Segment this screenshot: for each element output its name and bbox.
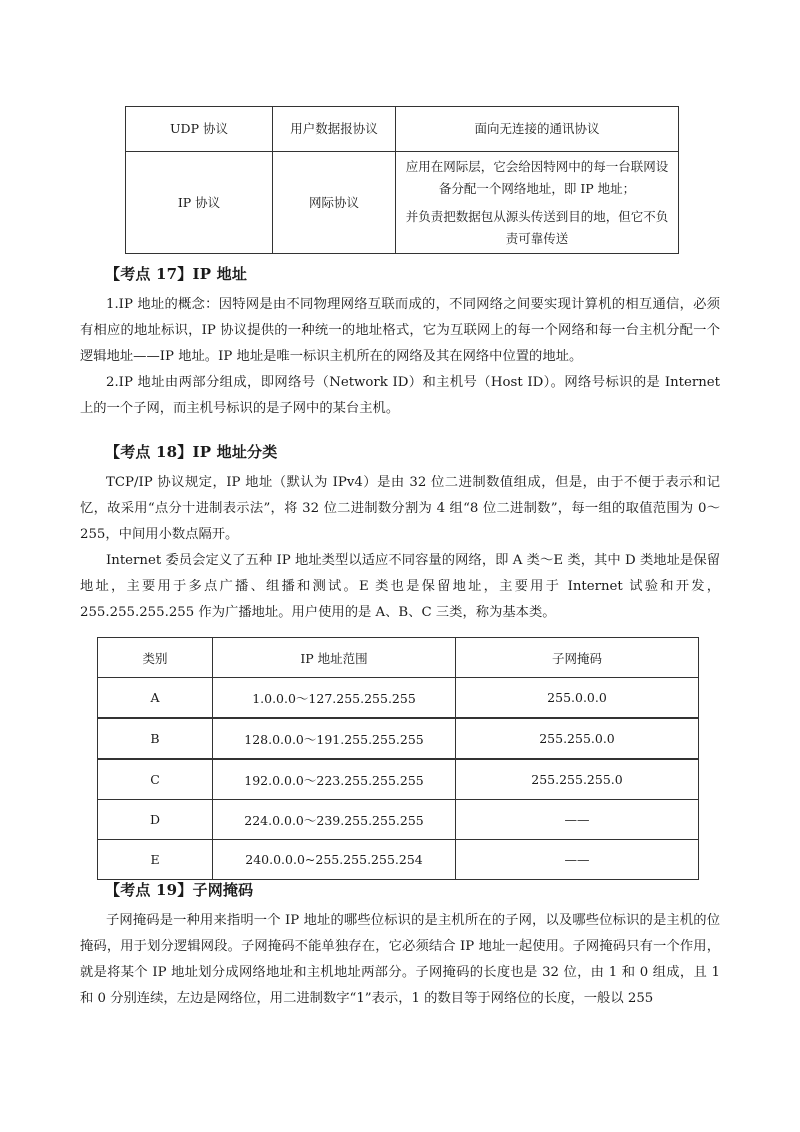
table-header-row [98,638,699,678]
table-row [126,152,679,254]
mask-cell: 255.255.255.0 [456,759,699,800]
mask-cell: —— [456,800,699,840]
class-cell: B [98,718,213,759]
paragraph: TCP/IP 协议规定，IP 地址（默认为 IPv4）是由 32 位二进制数值组成，但是，由于不便于表示和记忆，故采用“点分十进制表示法”，将 32 位二进制数分割为 4 组“8 位二进制数”，每一组的取值范围为 0～255，中间用小数点隔开。 [80,475,720,542]
table-row [126,107,679,152]
protocol-desc-cell [396,107,679,152]
class-cell: D [98,800,213,840]
paragraph: Internet 委员会定义了五种 IP 地址类型以适应不同容量的网络，即 A 类～E 类，其中 D 类地址是保留地址，主要用于多点广播、组播和测试。E 类也是保留地址，主要用于 Internet 试验和开发，255.255.255.255 作为广播地址。用户使用的是 A、B、C 三类，称为基本类。 [80,553,720,620]
desc-line: 并负责把数据包从源头传送到目的地，但它不负责可靠传送 [405,208,669,246]
column-header: 子网掩码 [456,638,699,678]
protocol-cn-cell: 用户数据报协议 [273,107,396,152]
section-heading: 【考点 17】IP 地址 [105,265,248,283]
paragraph: 1.IP 地址的概念：因特网是由不同物理网络互联而成的，不同网络之间要实现计算机的相互通信，必须有相应的地址标识，IP 协议提供的一种统一的地址格式，它为互联网上的每一个网络和每一台主机分配一个逻辑地址——IP 地址。IP 地址是唯一标识主机所在的网络及其在网络中位置的地址。 [80,297,720,364]
desc-line: 面向无连接的通讯协议 [474,121,600,136]
protocol-table [125,106,679,254]
section-heading: 【考点 19】子网掩码 [105,881,254,899]
section-heading: 【考点 18】IP 地址分类 [105,443,278,461]
protocol-cn-cell: 网际协议 [273,152,396,254]
range-cell: 224.0.0.0～239.255.255.255 [213,800,456,840]
paragraph: 2.IP 地址由两部分组成，即网络号（Network ID）和主机号（Host ID）。网络号标识的是 Internet 上的一个子网，而主机号标识的是子网中的某台主机。 [80,375,720,416]
range-cell: 1.0.0.0～127.255.255.255 [213,678,456,719]
column-header: 类别 [98,638,213,678]
mask-cell: 255.255.0.0 [456,718,699,759]
protocol-desc-cell [396,152,679,254]
range-cell: 240.0.0.0~255.255.255.254 [213,840,456,880]
table-row [98,678,699,719]
desc-line: 应用在网际层，它会给因特网中的每一台联网设备分配一个网络地址，即 IP 地址； [405,158,669,196]
mask-cell: 255.0.0.0 [456,678,699,719]
class-cell: A [98,678,213,719]
table-row [98,840,699,880]
table-row [98,718,699,759]
range-cell: 192.0.0.0～223.255.255.255 [213,759,456,800]
mask-cell: —— [456,840,699,880]
range-cell: 128.0.0.0～191.255.255.255 [213,718,456,759]
ip-class-table [97,637,699,880]
table-row [98,759,699,800]
protocol-name-cell: UDP 协议 [126,107,273,152]
protocol-name-cell: IP 协议 [126,152,273,254]
class-cell: E [98,840,213,880]
class-cell: C [98,759,213,800]
table-row [98,800,699,840]
paragraph: 子网掩码是一种用来指明一个 IP 地址的哪些位标识的是主机所在的子网，以及哪些位标识的是主机的位掩码，用于划分逻辑网段。子网掩码不能单独存在，它必须结合 IP 地址一起使用。子网掩码只有一个作用，就是将某个 IP 地址划分成网络地址和主机地址两部分。子网掩码的长度也是 32 位，由 1 和 0 组成，且 1 和 0 分别连续，左边是网络位，用二进制数字“1”表示，1 的数目等于网络位的长度，一般以 255 [80,913,720,1006]
column-header: IP 地址范围 [213,638,456,678]
